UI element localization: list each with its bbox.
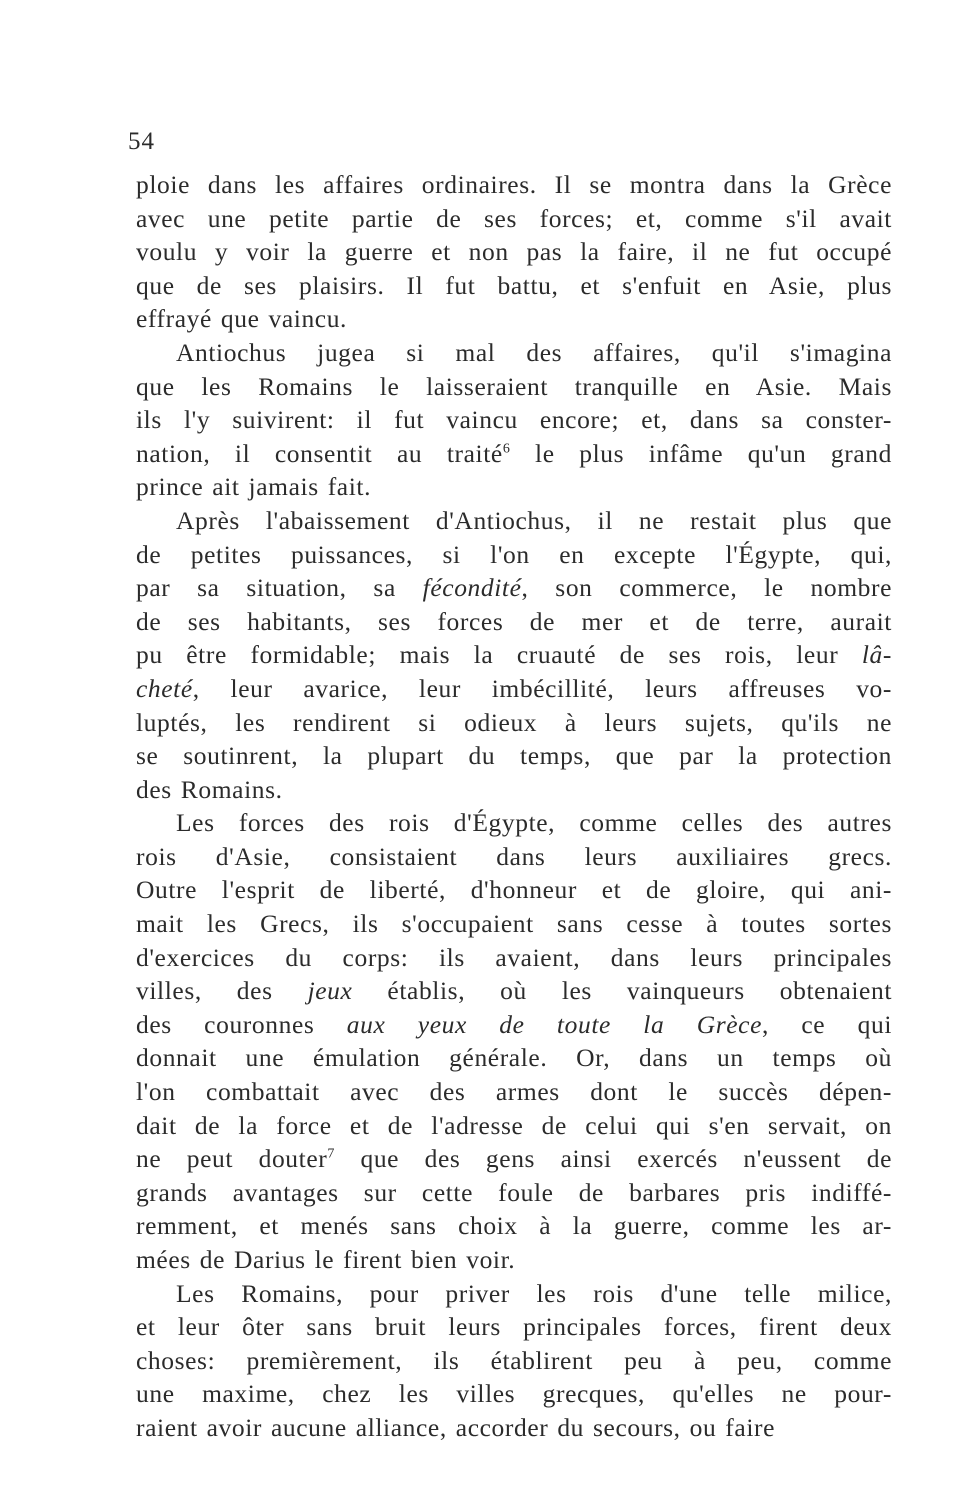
- text-line: voulu y voir la guerre et non pas la faire, il ne fut occupé: [136, 237, 892, 267]
- text-line: des Romains.: [136, 774, 283, 804]
- text-line: Outre l'esprit de liberté, d'honneur et de gloire, qui ani-: [136, 875, 892, 905]
- text-line: ploie dans les affaires ordinaires. Il se montra dans la Grèce: [136, 170, 892, 199]
- text-line: rois d'Asie, consistaient dans leurs auxiliaires grecs.: [136, 841, 892, 871]
- text-line: choses: premièrement, ils établirent peu à peu, comme: [136, 1345, 892, 1375]
- text-line: que les Romains le laisseraient tranquille en Asie. Mais: [136, 371, 892, 401]
- paragraph-5: [136, 1277, 892, 1445]
- text-line: grands avantages sur cette foule de barbares pris indiffé-: [136, 1177, 892, 1207]
- paragraph-2: [136, 336, 892, 504]
- text-line: mées de Darius le firent bien voir.: [136, 1245, 516, 1274]
- page-number: 54: [128, 128, 155, 155]
- text-line: une maxime, chez les villes grecques, qu'elles ne pour-: [136, 1379, 892, 1409]
- italic-phrase: lâ-: [861, 640, 892, 670]
- text-line: Antiochus jugea si mal des affaires, qu'il s'imagina: [176, 337, 892, 367]
- text-line: cheté, leur avarice, leur imbécillité, leurs affreuses vo-: [136, 673, 892, 703]
- text-line: que de ses plaisirs. Il fut battu, et s'enfuit en Asie, plus: [136, 270, 892, 300]
- italic-phrase: jeux: [307, 976, 353, 1006]
- italic-phrase: aux yeux de toute la Grèce: [346, 1009, 763, 1039]
- text-line: pu être formidable; mais la cruauté de ses rois, leur lâ-: [136, 640, 892, 670]
- text-line: luptés, les rendirent si odieux à leurs sujets, qu'ils ne: [136, 707, 892, 737]
- text-line: de petites puissances, si l'on en excepte l'Égypte, qui,: [136, 539, 892, 569]
- text-line: d'exercices du corps: ils avaient, dans leurs principales: [136, 942, 892, 972]
- italic-phrase: fécondité: [422, 573, 522, 603]
- text-line: prince ait jamais fait.: [136, 472, 372, 502]
- paragraph-3: [136, 504, 892, 806]
- text-line: mait les Grecs, ils s'occupaient sans cesse à toutes sortes: [136, 909, 892, 939]
- text-line: nation, il consentit au traité$^6$ le plus infâme qu'un grand: [136, 438, 892, 468]
- text-line: de ses habitants, ses forces de mer et de terre, aurait: [136, 606, 892, 636]
- text-line: des couronnes aux yeux de toute la Grèce, ce qui: [136, 1009, 893, 1039]
- text-line: avec une petite partie de ses forces; et, comme s'il avait: [136, 203, 892, 233]
- text-line: l'on combattait avec des armes dont le succès dépen-: [136, 1077, 892, 1107]
- text-line: se soutinrent, la plupart du temps, que par la protection: [136, 741, 892, 771]
- text-line: ils l'y suivirent: il fut vaincu encore; et, dans sa conster-: [136, 405, 892, 435]
- text-line: effrayé que vaincu.: [136, 304, 348, 334]
- footnote-marker: 7: [327, 1146, 335, 1162]
- text-line: dait de la force et de l'adresse de celui qui s'en servait, on: [136, 1110, 892, 1140]
- text-line: Les forces des rois d'Égypte, comme celles des autres: [176, 808, 892, 838]
- text-line: par sa situation, sa fécondité, son commerce, le nombre: [136, 573, 892, 603]
- paragraph-1: [136, 168, 892, 336]
- text-line: remment, et menés sans choix à la guerre, comme les ar-: [136, 1211, 892, 1241]
- text-line: et leur ôter sans bruit leurs principales forces, firent deux: [136, 1312, 892, 1342]
- text-line: villes, des jeux établis, où les vainqueurs obtenaient: [136, 976, 892, 1006]
- text-line: raient avoir aucune alliance, accorder du secours, ou faire: [136, 1412, 776, 1442]
- paragraph-4: [136, 806, 892, 1276]
- text-line: donnait une émulation générale. Or, dans un temps où: [136, 1043, 892, 1073]
- footnote-marker: 6: [502, 441, 511, 457]
- text-line: ne peut douter$^7$ que des gens ainsi exercés n'eussent de: [136, 1144, 893, 1174]
- text-body: [136, 168, 892, 1445]
- text-line: Les Romains, pour priver les rois d'une telle milice,: [176, 1278, 892, 1308]
- italic-phrase: cheté: [136, 673, 193, 703]
- text-line: Après l'abaissement d'Antiochus, il ne restait plus que: [176, 505, 892, 535]
